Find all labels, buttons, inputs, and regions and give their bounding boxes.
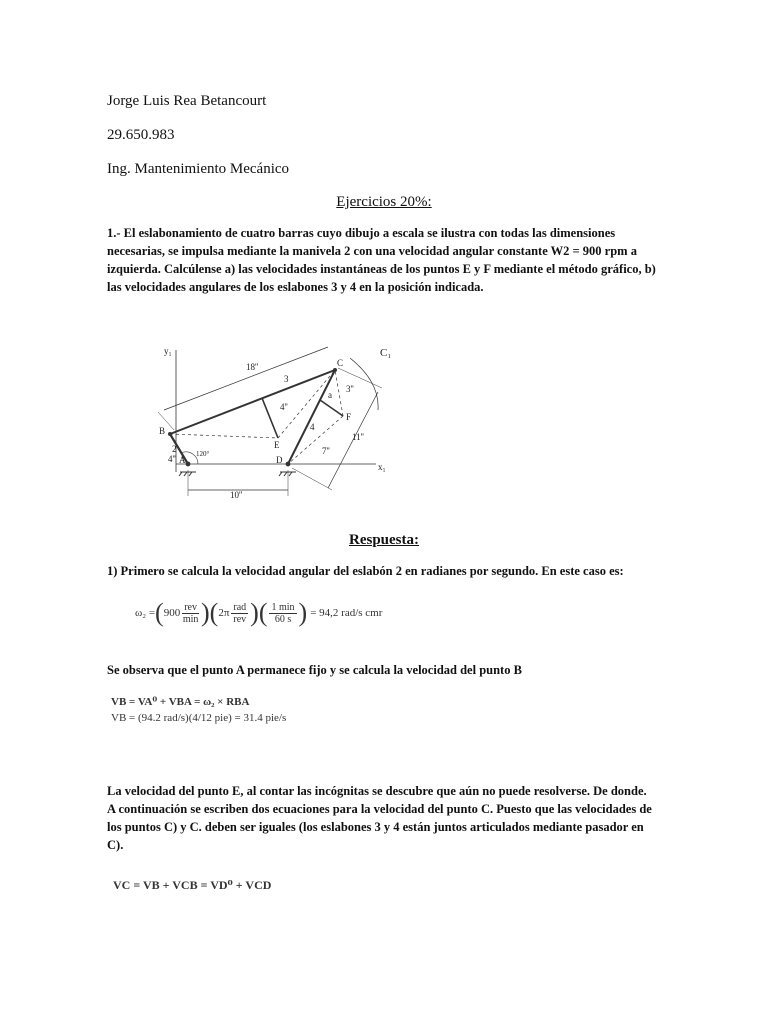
point-e-line: los puntos C) y C. deben ser iguales (los eslabones 3 y 4 están juntos articulados mediante pasador en bbox=[107, 820, 644, 834]
link-4-arm-f bbox=[320, 400, 343, 416]
dimension-extension bbox=[292, 468, 332, 490]
label-b: B bbox=[159, 426, 166, 436]
label-d: D bbox=[276, 455, 283, 465]
point-e-line: La velocidad del punto E, al contar las incógnitas se descubre que aún no puede resolverse. De donde. bbox=[107, 784, 647, 798]
equation-vb bbox=[111, 694, 286, 726]
career: Ing. Mantenimiento Mecánico bbox=[107, 161, 290, 177]
construction-line bbox=[288, 416, 343, 464]
joint-b bbox=[168, 432, 172, 436]
statement-line: las velocidades angulares de los eslabones 3 y 4 en la posición indicada. bbox=[107, 280, 484, 294]
point-a-text: Se observa que el punto A permanece fijo y se calcula la velocidad del punto B bbox=[107, 663, 522, 677]
equation-omega2: ω₂ = ( 900 $\frac{\text{rev}}{\min}$ )( 2π $\frac{\text{rad}}{\text{rev}}$ )( $\frac{1 \min}{60 s}$ ) = 94,2 rad/s cmr bbox=[135, 598, 383, 627]
label-link-3: 3 bbox=[284, 374, 289, 384]
point-e-line: A continuación se escriben dos ecuaciones para la velocidad del punto C. Puesto que las velocidades de bbox=[107, 802, 652, 816]
label-x1: x₁ bbox=[378, 462, 386, 472]
eq1-result: = 94,2 rad/s cmr bbox=[310, 607, 383, 619]
id-number: 29.650.983 bbox=[107, 127, 175, 143]
ground-hatch bbox=[189, 472, 192, 476]
eq1-60s: 60 s bbox=[274, 613, 292, 625]
label-3in: 3'' bbox=[346, 384, 354, 394]
ground-hatch bbox=[289, 472, 292, 476]
label-f: F bbox=[346, 412, 352, 422]
statement-line: 1.- El eslabonamiento de cuatro barras cuyo dibujo a escala se ilustra con todas las dimensiones bbox=[107, 226, 616, 240]
ground-hatch bbox=[284, 472, 287, 476]
ground-hatch bbox=[179, 472, 182, 476]
label-link-2: 2 bbox=[172, 444, 177, 454]
joint-c bbox=[333, 368, 337, 372]
label-c: C bbox=[337, 358, 344, 368]
eq1-2pi: 2π bbox=[218, 607, 230, 619]
eq1-lhs: ω₂ = bbox=[135, 607, 156, 619]
label-y1: y₁ bbox=[164, 346, 172, 356]
author-name: Jorge Luis Rea Betancourt bbox=[107, 93, 267, 109]
label-4b: 4'' bbox=[168, 454, 176, 464]
dimension-extension bbox=[338, 368, 382, 388]
eq1-1min: 1 min bbox=[271, 601, 295, 613]
point-e-text bbox=[107, 782, 667, 854]
eq1-rad: rad bbox=[233, 601, 247, 613]
label-angle: 120° bbox=[196, 450, 210, 458]
four-bar-linkage-figure bbox=[150, 330, 410, 500]
construction-line bbox=[335, 370, 343, 416]
eq2-line1: VB = VA⁰ + VBA = ω₂ × RBA bbox=[111, 696, 250, 708]
label-18: 18'' bbox=[246, 362, 259, 372]
point-e-line: C). bbox=[107, 838, 124, 852]
exercise-title: Ejercicios 20%: bbox=[336, 194, 432, 210]
label-11: 11'' bbox=[352, 432, 364, 442]
pivot-a bbox=[186, 462, 191, 467]
arc-c1 bbox=[350, 358, 378, 410]
statement-line: necesarias, se impulsa mediante la manivela 2 con una velocidad angular constante W2 = 900 rpm a bbox=[107, 244, 637, 258]
label-c1: C₁ bbox=[380, 347, 392, 359]
label-e: E bbox=[274, 440, 280, 450]
statement-line: izquierda. Calcúlense a) las velocidades instantáneas de los puntos E y F mediante el método gráfico, b) bbox=[107, 262, 656, 276]
construction-line bbox=[170, 434, 278, 438]
label-a-mark: a bbox=[328, 390, 332, 400]
equation-vc: VC = VB + VCB = VD⁰ + VCD bbox=[113, 878, 272, 892]
ground-hatch bbox=[279, 472, 282, 476]
ground-hatch bbox=[184, 472, 187, 476]
eq1-rev: rev bbox=[184, 601, 197, 613]
label-link-4: 4 bbox=[310, 422, 315, 432]
step-1-text: 1) Primero se calcula la velocidad angular del eslabón 2 en radianes por segundo. En este caso es: bbox=[107, 564, 624, 578]
dimension-line-18 bbox=[164, 347, 328, 410]
label-4a: 4'' bbox=[280, 402, 288, 412]
label-7: 7'' bbox=[322, 446, 330, 456]
eq1-min: min bbox=[182, 613, 199, 625]
exercise-statement bbox=[107, 224, 667, 296]
label-10: 10'' bbox=[230, 490, 243, 500]
link-3-arm-e bbox=[262, 398, 278, 438]
eq1-rev2: rev bbox=[233, 613, 247, 625]
label-a: A bbox=[179, 455, 186, 465]
answer-title: Respuesta: bbox=[349, 532, 419, 548]
pivot-d bbox=[286, 462, 291, 467]
eq1-900: 900 bbox=[163, 607, 181, 619]
eq2-line2: VB = (94.2 rad/s)(4/12 pie) = 31.4 pie/s bbox=[111, 712, 287, 724]
